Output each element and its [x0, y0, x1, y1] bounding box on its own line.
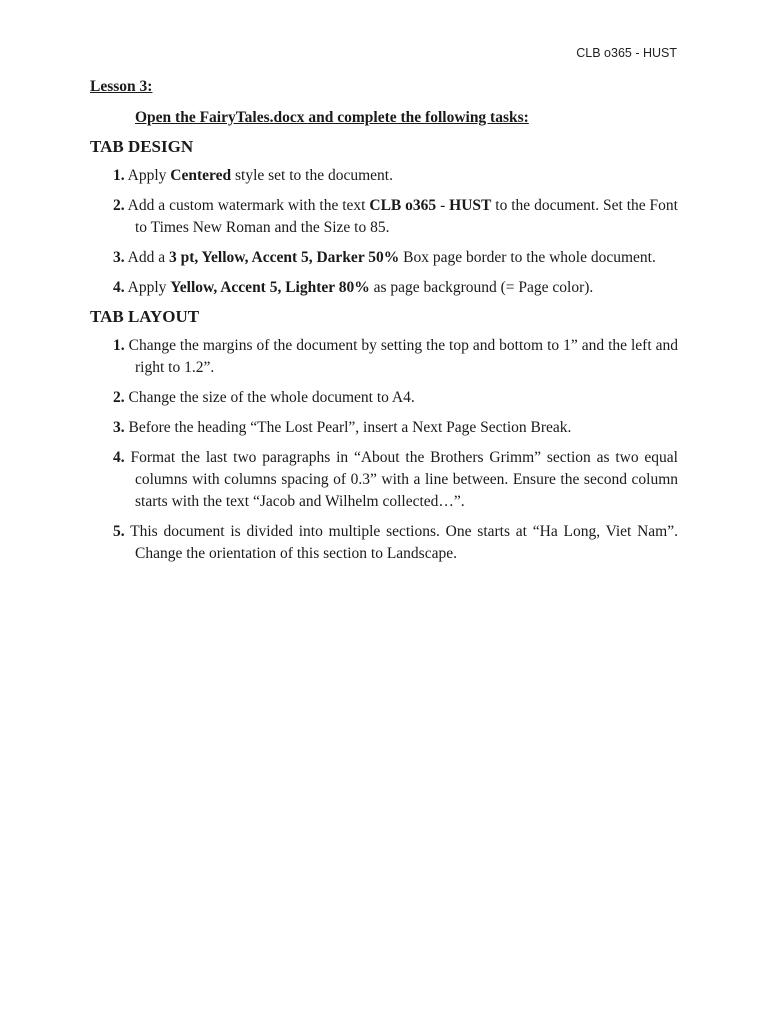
task-text: -	[436, 197, 450, 214]
task-text: style set to the document.	[231, 167, 393, 184]
document-body	[90, 77, 678, 565]
task-number: 1.	[113, 167, 125, 184]
task-text: as page background (= Page color).	[369, 279, 594, 296]
task-text: Add a custom watermark with the text	[124, 197, 370, 214]
layout-task-item	[90, 447, 678, 513]
layout-task-item	[90, 387, 678, 409]
layout-task-item	[90, 335, 678, 379]
task-text: Format the last two paragraphs in “About the Brothers Grimm” section as two equal columns with columns spacing of 0.3” with a line between. Ensure the second column starts with the text “Jacob and Wilhelm collected…”.	[124, 449, 678, 510]
task-text: Apply	[124, 167, 171, 184]
layout-task-item	[90, 521, 678, 565]
task-text: Change the size of the whole document to A4.	[124, 389, 415, 406]
layout-task-item	[90, 417, 678, 439]
design-task-item	[90, 195, 678, 239]
task-text: Box page border to the whole document.	[399, 249, 656, 266]
task-number: 3.	[113, 419, 125, 436]
page-header-text: CLB o365 - HUST	[576, 46, 677, 60]
task-number: 4.	[113, 449, 125, 466]
tab-design-heading: TAB DESIGN	[90, 137, 194, 156]
task-text: Before the heading “The Lost Pearl”, insert a Next Page Section Break.	[124, 419, 572, 436]
task-text: This document is divided into multiple sections. One starts at “Ha Long, Viet Nam”. Change the orientation of this section to Landscape.	[124, 523, 678, 562]
layout-task-list	[90, 335, 678, 565]
design-task-item	[90, 277, 678, 299]
lesson-title: Lesson 3:	[90, 78, 153, 95]
design-task-list	[90, 165, 678, 299]
design-task-item	[90, 165, 678, 187]
task-text: to the document. Set the Font to Times New Roman and the Size to 85.	[135, 197, 678, 236]
task-number: 1.	[113, 337, 125, 354]
task-number: 4.	[113, 279, 125, 296]
design-task-item	[90, 247, 678, 269]
task-text: Add a	[124, 249, 169, 266]
lesson-instruction: Open the FairyTales.docx and complete the following tasks:	[135, 109, 529, 126]
task-text: Apply	[124, 279, 171, 296]
task-text-bold: Yellow, Accent 5, Lighter 80%	[170, 279, 370, 296]
task-text-bold: Centered	[170, 167, 232, 184]
task-text: Change the margins of the document by setting the top and bottom to 1” and the left and right to 1.2”.	[124, 337, 678, 376]
tab-layout-heading: TAB LAYOUT	[90, 307, 200, 326]
task-text-bold: HUST	[449, 197, 492, 214]
task-number: 3.	[113, 249, 125, 266]
task-text-bold: CLB o365	[369, 197, 437, 214]
task-number: 2.	[113, 197, 125, 214]
task-text-bold: 3 pt, Yellow, Accent 5, Darker 50%	[168, 249, 400, 266]
task-number: 2.	[113, 389, 125, 406]
task-number: 5.	[113, 523, 125, 540]
